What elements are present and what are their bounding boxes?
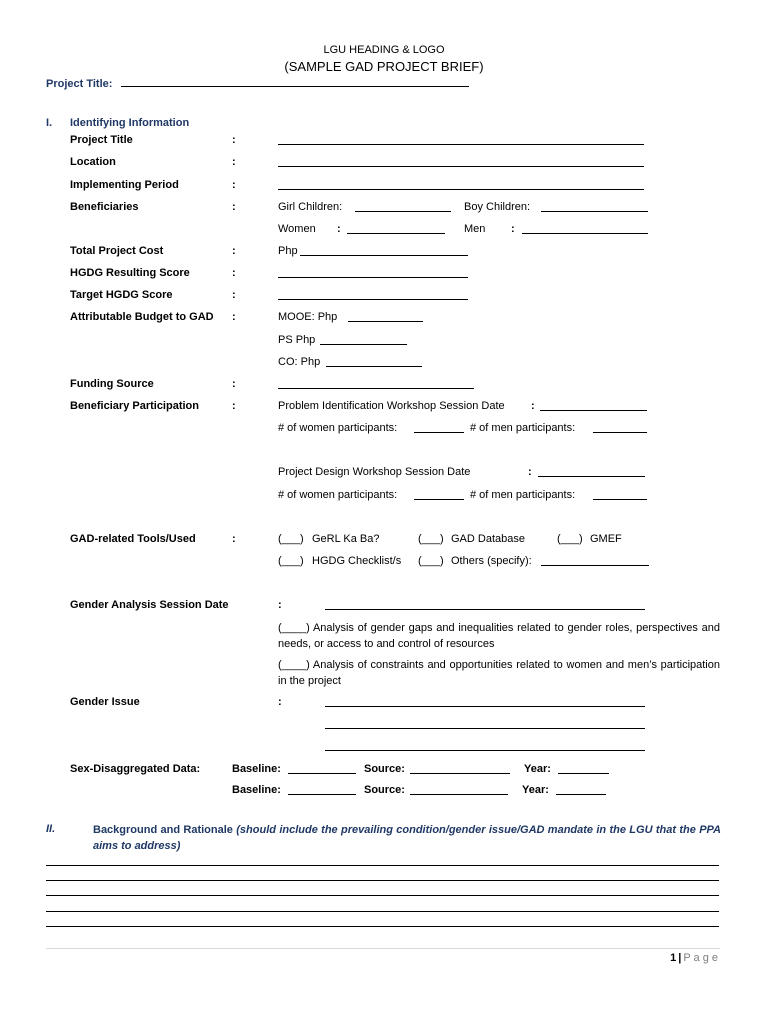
source-label-1: Source: bbox=[364, 763, 405, 775]
label-gender-analysis-date: Gender Analysis Session Date bbox=[70, 599, 229, 611]
design-workshop-label: Project Design Workshop Session Date bbox=[278, 466, 471, 478]
source-label-2: Source: bbox=[364, 784, 405, 796]
gender-analysis-date-input[interactable] bbox=[325, 609, 645, 610]
year-label-2: Year: bbox=[522, 784, 549, 796]
co-label: CO: Php bbox=[278, 356, 321, 368]
hgdg-resulting-score-input[interactable] bbox=[278, 277, 468, 278]
girl-children-input[interactable] bbox=[355, 211, 451, 212]
funding-source-input[interactable] bbox=[278, 388, 474, 389]
background-line-2[interactable] bbox=[46, 880, 719, 881]
project-title-label: Project Title: bbox=[46, 78, 113, 90]
colon: : bbox=[511, 223, 515, 235]
document-heading: LGU HEADING & LOGO bbox=[323, 44, 445, 56]
baseline-input-2[interactable] bbox=[288, 794, 356, 795]
label-location: Location bbox=[70, 156, 116, 168]
year-input-1[interactable] bbox=[558, 773, 609, 774]
gender-issue-input-1[interactable] bbox=[325, 706, 645, 707]
colon: : bbox=[232, 134, 236, 146]
colon: : bbox=[278, 599, 282, 611]
gerl-checkbox[interactable]: (___) bbox=[278, 533, 304, 545]
gmef-label: GMEF bbox=[590, 533, 622, 545]
page-word: P a g e bbox=[683, 952, 718, 964]
baseline-input-1[interactable] bbox=[288, 773, 356, 774]
problem-workshop-label: Problem Identification Workshop Session Date bbox=[278, 400, 505, 412]
design-workshop-date-input[interactable] bbox=[538, 476, 645, 477]
section-2-title: Background and Rationale bbox=[93, 824, 233, 836]
women-participants-input-1[interactable] bbox=[414, 432, 464, 433]
colon: : bbox=[531, 400, 535, 412]
men-participants-input-1[interactable] bbox=[593, 432, 647, 433]
colon: : bbox=[232, 378, 236, 390]
background-line-5[interactable] bbox=[46, 926, 719, 927]
source-input-2[interactable] bbox=[410, 794, 508, 795]
co-input[interactable] bbox=[326, 366, 422, 367]
source-input-1[interactable] bbox=[410, 773, 510, 774]
baseline-label-2: Baseline: bbox=[232, 784, 281, 796]
section-2-number: II. bbox=[46, 823, 56, 835]
hgdg-checklist-label: HGDG Checklist/s bbox=[312, 555, 402, 567]
label-beneficiary-participation: Beneficiary Participation bbox=[70, 400, 199, 412]
label-gender-issue: Gender Issue bbox=[70, 696, 140, 708]
colon: : bbox=[232, 267, 236, 279]
hgdg-checklist-checkbox[interactable]: (___) bbox=[278, 555, 304, 567]
section-1-number: I. bbox=[46, 117, 53, 129]
men-input[interactable] bbox=[522, 233, 648, 234]
boy-children-label: Boy Children: bbox=[464, 201, 531, 213]
colon: : bbox=[232, 289, 236, 301]
men-participants-input-2[interactable] bbox=[593, 499, 647, 500]
boy-children-input[interactable] bbox=[541, 211, 648, 212]
others-label: Others (specify): bbox=[451, 555, 532, 567]
colon: : bbox=[278, 696, 282, 708]
mooe-input[interactable] bbox=[348, 321, 423, 322]
colon: : bbox=[232, 179, 236, 191]
women-label: Women bbox=[278, 223, 316, 235]
page-number: 1 bbox=[670, 952, 677, 964]
colon: : bbox=[232, 245, 236, 257]
label-project-title: Project Title bbox=[70, 134, 133, 146]
analysis-option-1[interactable]: (____) Analysis of gender gaps and inequalities related to gender roles, perspectives and needs, or access to and control of resources bbox=[278, 622, 720, 650]
document-subheading: (SAMPLE GAD PROJECT BRIEF) bbox=[284, 59, 484, 74]
men-participants-label: # of men participants: bbox=[470, 489, 576, 501]
gad-database-label: GAD Database bbox=[451, 533, 525, 545]
implementing-period-input[interactable] bbox=[278, 189, 644, 190]
colon: : bbox=[337, 223, 341, 235]
girl-children-label: Girl Children: bbox=[278, 201, 343, 213]
women-input[interactable] bbox=[347, 233, 445, 234]
women-participants-input-2[interactable] bbox=[414, 499, 464, 500]
cost-prefix: Php bbox=[278, 245, 298, 257]
label-gad-tools: GAD-related Tools/Used bbox=[70, 533, 196, 545]
background-line-3[interactable] bbox=[46, 895, 719, 896]
label-hgdg-resulting-score: HGDG Resulting Score bbox=[70, 267, 190, 279]
background-line-4[interactable] bbox=[46, 911, 719, 912]
women-participants-label: # of women participants: bbox=[278, 489, 398, 501]
label-beneficiaries: Beneficiaries bbox=[70, 201, 139, 213]
label-sex-disaggregated-data: Sex-Disaggregated Data: bbox=[70, 763, 201, 775]
colon: : bbox=[232, 311, 236, 323]
gender-issue-input-2[interactable] bbox=[325, 728, 645, 729]
label-funding-source: Funding Source bbox=[70, 378, 154, 390]
footer-divider bbox=[46, 948, 720, 949]
colon: : bbox=[232, 533, 236, 545]
colon: : bbox=[528, 466, 532, 478]
colon: : bbox=[232, 400, 236, 412]
analysis-option-2[interactable]: (____) Analysis of constraints and opportunities related to women and men’s participation in the project bbox=[278, 659, 720, 687]
mooe-label: MOOE: Php bbox=[278, 311, 338, 323]
label-total-project-cost: Total Project Cost bbox=[70, 245, 164, 257]
page-footer bbox=[670, 952, 718, 964]
men-participants-label: # of men participants: bbox=[470, 422, 576, 434]
problem-workshop-date-input[interactable] bbox=[540, 410, 647, 411]
page-separator: | bbox=[678, 952, 682, 964]
gmef-checkbox[interactable]: (___) bbox=[557, 533, 583, 545]
background-line-1[interactable] bbox=[46, 865, 719, 866]
others-checkbox[interactable]: (___) bbox=[418, 555, 444, 567]
ps-input[interactable] bbox=[320, 344, 407, 345]
colon: : bbox=[232, 156, 236, 168]
colon: : bbox=[232, 201, 236, 213]
section-2-heading bbox=[93, 822, 721, 854]
baseline-label-1: Baseline: bbox=[232, 763, 281, 775]
year-label-1: Year: bbox=[524, 763, 551, 775]
total-project-cost-input[interactable] bbox=[300, 255, 468, 256]
gerl-label: GeRL Ka Ba? bbox=[312, 533, 380, 545]
section-1-title: Identifying Information bbox=[70, 117, 190, 129]
target-hgdg-score-input[interactable] bbox=[278, 299, 468, 300]
label-implementing-period: Implementing Period bbox=[70, 179, 179, 191]
ps-label: PS Php bbox=[278, 334, 316, 346]
project-title-field[interactable] bbox=[121, 86, 469, 87]
label-attributable-budget: Attributable Budget to GAD bbox=[70, 311, 214, 323]
women-participants-label: # of women participants: bbox=[278, 422, 398, 434]
location-input[interactable] bbox=[278, 166, 644, 167]
others-specify-input[interactable] bbox=[541, 565, 649, 566]
gender-issue-input-3[interactable] bbox=[325, 750, 645, 751]
section-2-note: (should include the prevailing condition/gender issue/GAD mandate in the LGU that the PPA aims to address) bbox=[93, 824, 721, 852]
label-target-hgdg-score: Target HGDG Score bbox=[70, 289, 173, 301]
men-label: Men bbox=[464, 223, 486, 235]
gad-database-checkbox[interactable]: (___) bbox=[418, 533, 444, 545]
year-input-2[interactable] bbox=[556, 794, 606, 795]
project-title-input[interactable] bbox=[278, 144, 644, 145]
